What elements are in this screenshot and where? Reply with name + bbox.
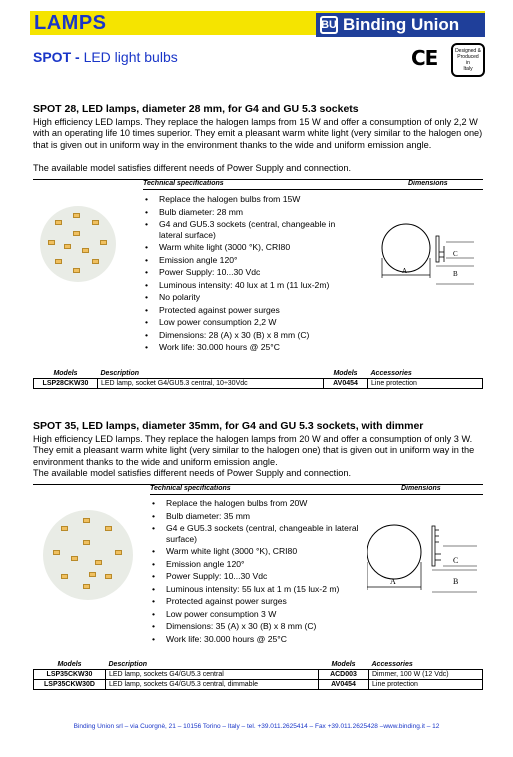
spec-item: • Replace the halogen bulbs from 15W	[145, 194, 360, 205]
spec-item: • Replace the halogen bulbs from 20W	[152, 498, 367, 509]
dim-label-b: B	[453, 577, 459, 586]
table-row	[34, 669, 483, 679]
column-header: Accessories	[371, 660, 413, 668]
spot35-dimension-diagram	[367, 522, 483, 596]
accessory-code: AV0454	[319, 679, 369, 689]
dim-label-b: B	[453, 270, 458, 278]
spot28-product-photo	[40, 206, 116, 282]
spot35-spec-list	[152, 498, 367, 644]
spec-item: • Luminous intensity: 55 lux at 1 m (15 lux-2 m)	[152, 584, 367, 595]
spot28-models-table	[33, 369, 483, 389]
dim-label-c: C	[453, 250, 458, 258]
spec-item: • Dimensions: 35 (A) x 30 (B) x 8 mm (C)	[152, 621, 367, 632]
brand-name: Binding Union	[343, 15, 460, 34]
spec-item: • Emission angle 120°	[152, 559, 367, 570]
table-row	[34, 679, 483, 689]
spec-item: • Protected against power surges	[145, 305, 360, 316]
spec-item: • Work life: 30.000 hours @ 25°C	[145, 342, 360, 353]
dim-label-a: A	[390, 577, 396, 586]
dim-label-c: C	[453, 556, 459, 565]
accessory-description: Dimmer, 100 W (12 Vdc)	[369, 669, 483, 679]
dim-label-a: A	[402, 267, 408, 275]
spec-item: • Power Supply: 10...30 Vdc	[145, 267, 360, 278]
spot35-description: High efficiency LED lamps. They replace the halogen lamps from 20 W and offer a consumption of only 3 W. They emit a pleasant warm white light (very similar to the halogen one) that is given out in uniform way in the environment thanks to the wide and uniform emission angle.	[33, 434, 475, 467]
page-title: LAMPS	[34, 12, 107, 34]
model-code: LSP35CKW30D	[34, 679, 106, 689]
spec-item: • Work life: 30.000 hours @ 25°C	[152, 634, 367, 645]
model-code: LSP28CKW30	[34, 378, 98, 388]
model-description: LED lamp, sockets G4/GU5.3 central	[106, 669, 319, 679]
column-header: Models	[57, 660, 82, 668]
spec-item: • Low power consumption 2,2 W	[145, 317, 360, 328]
spec-item: • G4 e GU5.3 sockets (central, changeable in lateral surface)	[152, 523, 367, 544]
table-row	[34, 378, 483, 388]
accessory-code: AV0454	[324, 378, 368, 388]
spec-item: • No polarity	[145, 292, 360, 303]
made-in-italy-badge: Designed & Produced in Italy	[451, 43, 485, 77]
brand-logo	[316, 13, 485, 37]
spec-item: • Luminous intensity: 40 lux at 1 m (11 lux-2m)	[145, 280, 360, 291]
accessory-description: Line protection	[369, 679, 483, 689]
spec-item: • G4 and GU5.3 sockets (central, changeable in lateral surface)	[145, 219, 360, 240]
spot28-description: High efficiency LED lamps. They replace the halogen lamps from 15 W and offer a consumption of only 2,2 W with an operating life 10 times superior. They emit a pleasant warm white light (very similar to the halogen one) that is given out in uniform way in the environment thanks to the wide and uniform emission angle.	[33, 117, 483, 150]
spot35-dim-header: Dimensions	[401, 485, 441, 492]
spot35-models-table	[33, 660, 483, 690]
spot28-title: SPOT 28, LED lamps, diameter 28 mm, for G4 and GU 5.3 sockets	[33, 103, 359, 115]
column-header: Description	[100, 369, 140, 377]
model-code: LSP35CKW30	[34, 669, 106, 679]
column-header: Models	[53, 369, 78, 377]
spec-item: • Protected against power surges	[152, 596, 367, 607]
column-header: Accessories	[370, 369, 412, 377]
accessory-description: Line protection	[368, 378, 483, 388]
spec-item: • Bulb diameter: 35 mm	[152, 511, 367, 522]
spec-item: • Warm white light (3000 °K), CRI80	[145, 242, 360, 253]
column-header: Models	[333, 369, 358, 377]
spec-item: • Bulb diameter: 28 mm	[145, 207, 360, 218]
accessory-code: ACD003	[319, 669, 369, 679]
spot28-dimension-diagram	[380, 222, 480, 286]
spot35-title: SPOT 35, LED lamps, diameter 35mm, for G4 and GU 5.3 sockets, with dimmer	[33, 420, 424, 432]
spec-item: • Power Supply: 10...30 Vdc	[152, 571, 367, 582]
page-footer: Binding Union srl – via Cuorgnè, 21 – 10156 Torino – Italy – tel. +39.011.2625414 – Fax +39.011.2625428 –www.binding.it – 12	[73, 723, 440, 730]
spec-item: • Dimensions: 28 (A) x 30 (B) x 8 mm (C)	[145, 330, 360, 341]
spec-item: • Warm white light (3000 °K), CRI80	[152, 546, 367, 557]
ce-mark-icon: CE	[411, 46, 438, 70]
spec-item: • Low power consumption 3 W	[152, 609, 367, 620]
spec-item: • Emission angle 120°	[145, 255, 360, 266]
model-description: LED lamp, sockets G4/GU5.3 central, dimmable	[106, 679, 319, 689]
column-header: Models	[331, 660, 356, 668]
spot28-spec-header: Technical specifications	[143, 180, 224, 187]
model-description: LED lamp, socket G4/GU5.3 central, 10÷30Vdc	[98, 378, 324, 388]
spot28-supply-note: The available model satisfies different needs of Power Supply and connection.	[33, 163, 352, 173]
page-subtitle: SPOT - LED light bulbs	[33, 49, 178, 65]
brand-mark-icon: BU	[320, 16, 338, 34]
divider	[150, 494, 483, 495]
spot35-supply-note: The available model satisfies different needs of Power Supply and connection.	[33, 468, 352, 478]
spot28-spec-list	[145, 194, 360, 353]
divider	[143, 189, 483, 190]
column-header: Description	[108, 660, 148, 668]
spot28-dim-header: Dimensions	[408, 180, 448, 187]
spot35-spec-header: Technical specifications	[150, 485, 231, 492]
spot35-product-photo	[43, 510, 133, 600]
